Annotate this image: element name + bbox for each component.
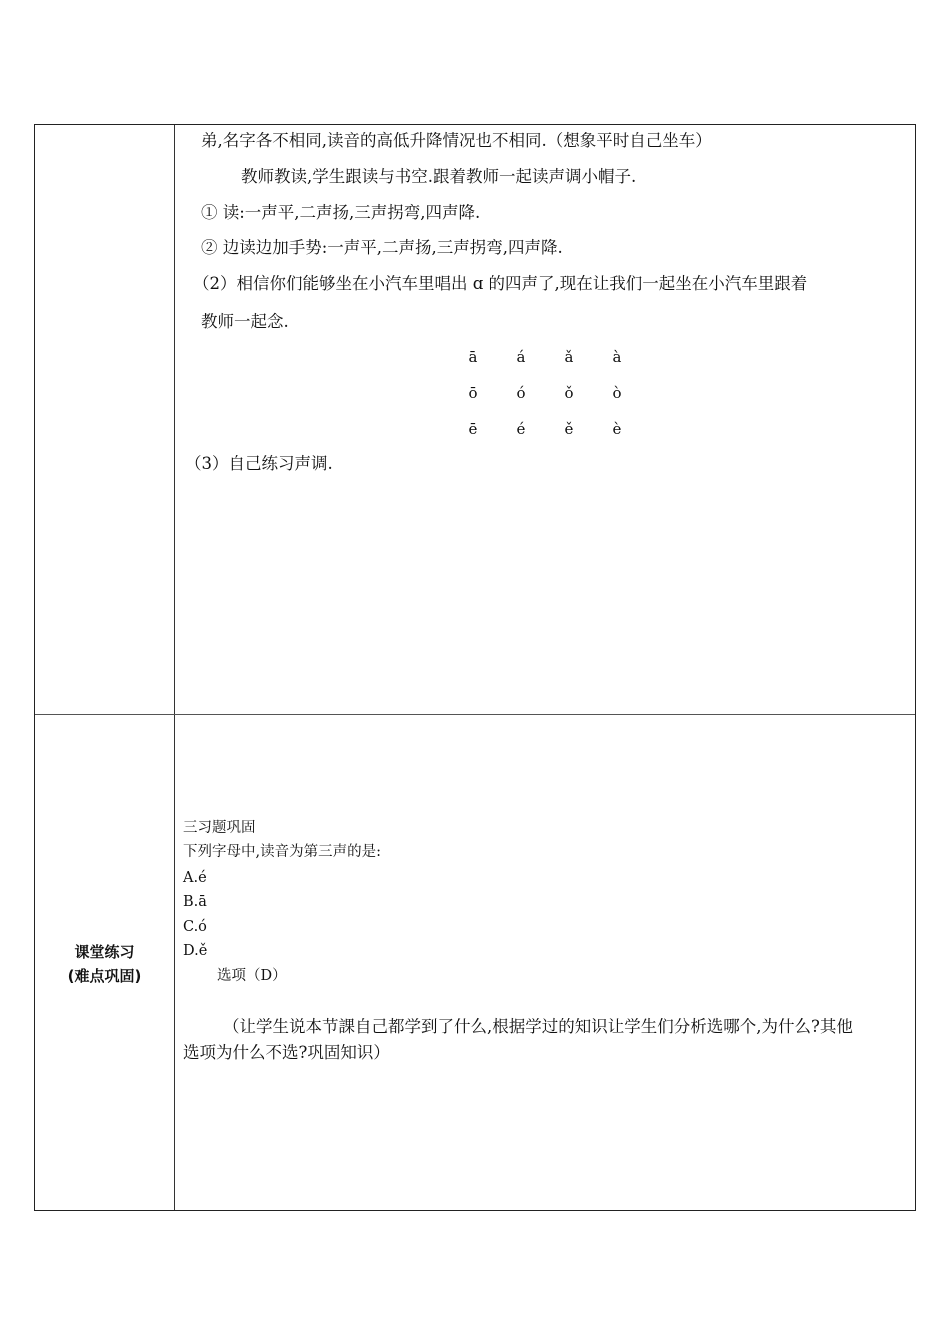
text-line-5: （2）相信你们能够坐在小汽车里唱出 ɑ 的四声了,现在让我们一起坐在小汽车里跟着 [193,274,808,293]
teacher-note-line1: （让学生说本节課自己都学到了什么,根据学过的知识让学生们分析选哪个,为什么?其他 [223,1017,853,1036]
exercise-question: 下列字母中,读音为第三声的是: [183,844,381,860]
text-line-7: （3）自己练习声调. [185,454,333,473]
pinyin-a2: á [516,348,526,366]
option-d: D.ě [183,943,208,959]
pinyin-e3: ě [564,420,574,438]
pinyin-o2: ó [516,384,526,402]
lesson-plan-table [34,124,916,1211]
pinyin-a3: ǎ [564,348,574,366]
exercise-heading: 三习题巩固 [183,820,256,836]
text-line-6: 教师一起念. [201,312,289,331]
answer-text: 选项（D） [217,968,287,984]
pinyin-e2: é [516,420,526,438]
option-b: B.ā [183,894,207,910]
pinyin-e4: è [612,420,622,438]
option-c: C.ó [183,919,207,935]
teacher-note-line2: 选项为什么不选?巩固知识） [183,1043,390,1062]
text-line-1: 弟,名字各不相同,读音的高低升降情况也不相同.（想象平时自己坐车） [201,131,712,150]
option-a: A.é [183,870,207,886]
column-divider [174,125,175,1210]
section-label-line2: (难点巩固) [67,967,142,985]
text-line-2: 教师教读,学生跟读与书空.跟着教师一起读声调小帽子. [241,167,637,186]
text-line-4: ② 边读边加手势:一声平,二声扬,三声拐弯,四声降. [201,238,563,257]
pinyin-a1: ā [468,348,478,366]
section-label-line1: 课堂练习 [74,943,135,961]
pinyin-e1: ē [468,420,478,438]
text-line-3: ① 读:一声平,二声扬,三声拐弯,四声降. [201,203,481,222]
pinyin-o4: ò [612,384,622,402]
pinyin-a4: à [612,348,622,366]
row-divider [35,714,915,715]
pinyin-o3: ǒ [564,384,574,402]
pinyin-o1: ō [468,384,478,402]
